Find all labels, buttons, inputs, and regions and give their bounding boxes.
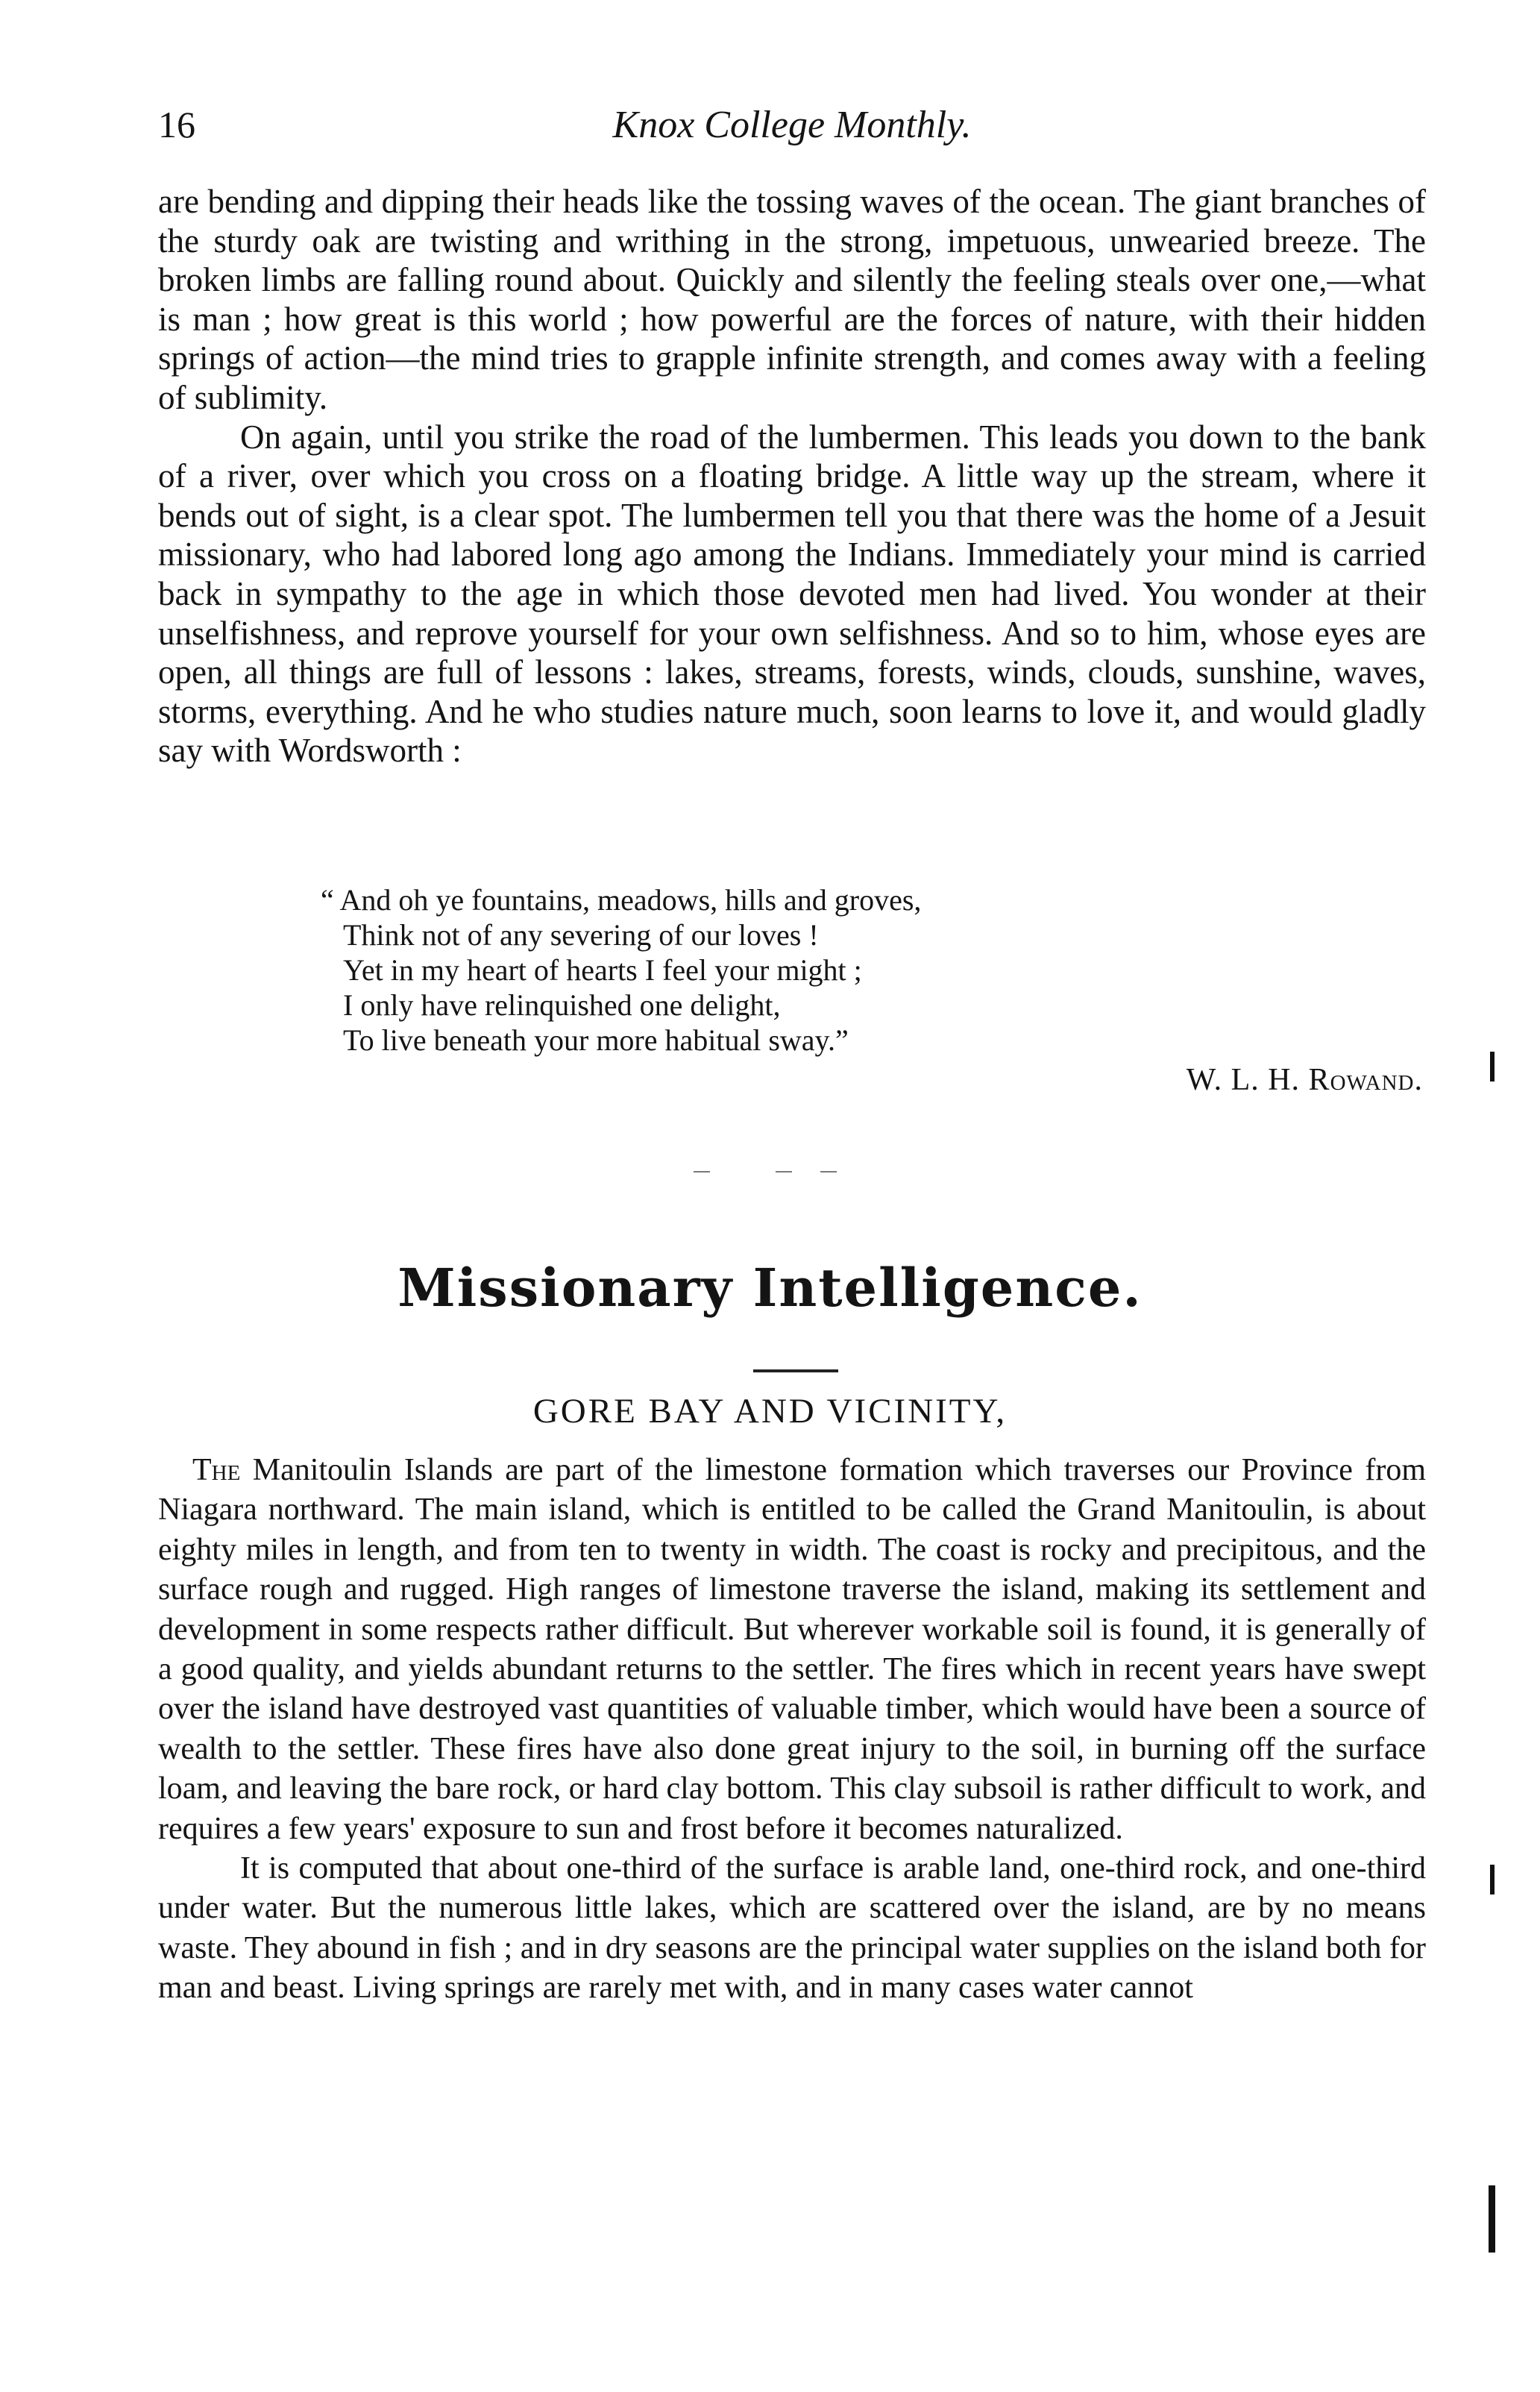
report-paragraph-2: It is computed that about one-third of the surface is arable land, one-third rock, and one-third under water. But the numerous little lakes, which are scattered over the island, are by no means waste. They abound in fish ; and in dry seasons are the principal water supplies on the island both for man and beast. Living springs are rarely met with, and in many cases water cannot: [158, 1851, 1426, 2006]
section-divider-mark: [694, 1171, 710, 1173]
section-subheading: GORE BAY AND VICINITY,: [532, 1392, 1008, 1431]
article-paragraph-1: are bending and dipping their heads like the tossing waves of the ocean. The giant branches of the sturdy oak are twisting and writhing in the strong, impetuous, unwearied breeze. The broken limbs are falling round about. Quickly and silently the feeling steals over one,—what is man ; how great is this world ; how powerful are the forces of nature, with their hidden springs of action—the mind tries to grapple infinite strength, and comes away with a feeling of sublimity.: [158, 183, 1426, 416]
poem-line: To live beneath your more habitual sway.”: [343, 1023, 849, 1057]
scan-edge-mark: [1490, 1052, 1495, 1082]
poem-line: Think not of any severing of our loves !: [343, 918, 819, 952]
poem-line: Yet in my heart of hearts I feel your might ;: [343, 953, 862, 987]
scan-edge-mark: [1489, 2185, 1495, 2253]
report-paragraph-1-text: Manitoulin Islands are part of the limestone formation which traverses our Province from Niagara northward. The main island, which is entitled to be called the Grand Manitoulin, is about eighty miles in length, and from ten to twenty in width. The coast is rocky and precipitous, and the surface rough and rugged. High ranges of limestone traverse the island, making its settlement and development in some respects rather difficult. But wherever workable soil is found, it is generally of a good quality, and yields abundant returns to the settler. The fires which in recent years have swept over the island have destroyed vast quantities of valuable timber, which would have been a source of wealth to the settler. These fires have also done great injury to the soil, in burning off the surface loam, and leaving the bare rock, or hard clay bottom. This clay subsoil is rather difficult to work, and requires a few years' exposure to sun and frost before it becomes naturalized.: [158, 1453, 1426, 1846]
scan-edge-mark: [1490, 1865, 1495, 1895]
journal-title: Knox College Monthly.: [612, 104, 972, 146]
poem-line: “ And oh ye fountains, meadows, hills and groves,: [321, 883, 922, 917]
page-number: 16: [158, 104, 195, 145]
heading-rule: [753, 1369, 838, 1372]
article-paragraph-2: On again, until you strike the road of the lumbermen. This leads you down to the bank of a river, over which you cross on a floating bridge. A little way up the stream, where it bends out of sight, is a clear spot. The lumbermen tell you that there was the home of a Jesuit missionary, who had labored long ago among the Indians. Immediately your mind is carried back in sympathy to the age in which those devoted men had lived. You wonder at their unselfishness, and reprove yourself for your own selfishness. And so to him, whose eyes are open, all things are full of lessons : lakes, streams, forests, winds, clouds, sunshine, waves, storms, everything. And he who studies nature much, soon learns to love it, and would gladly say with Wordsworth :: [158, 418, 1426, 770]
poem-line: I only have relinquished one delight,: [343, 988, 781, 1022]
section-heading: Missionary Intelligence.: [397, 1257, 1143, 1319]
missionary-report: [158, 1451, 1426, 2009]
wordsworth-quotation: [321, 882, 921, 1058]
author-signature: W. L. H. Rowand.: [1186, 1063, 1423, 1097]
lead-word: The: [192, 1453, 241, 1487]
section-divider-mark: [776, 1171, 792, 1173]
section-divider-mark: [820, 1171, 837, 1173]
report-paragraph-1: [158, 1451, 1426, 1849]
article-continuation: [158, 182, 1426, 770]
running-header: [158, 103, 1426, 163]
